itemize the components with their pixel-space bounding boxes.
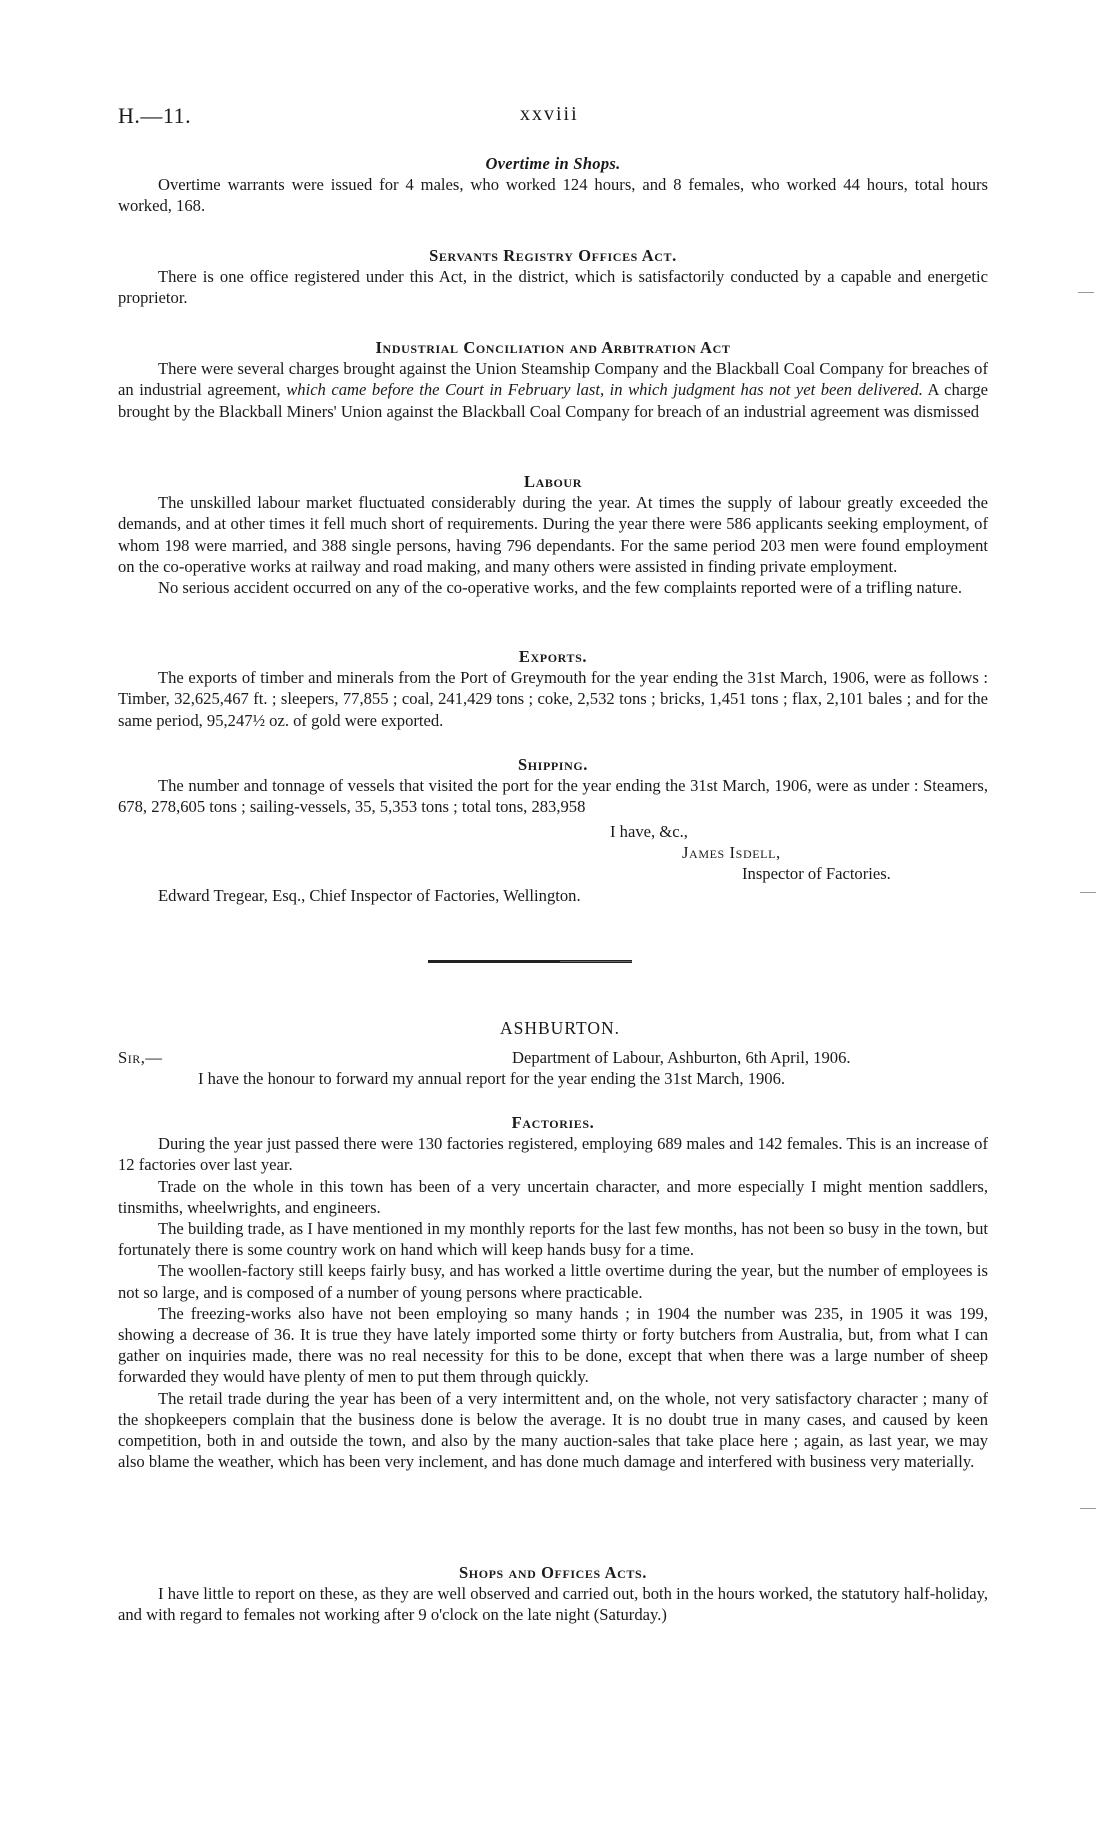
margin-mark [1080,1508,1096,1509]
salutation: Sir,— [118,1048,163,1067]
section-heading: Shops and Offices Acts. [458,1563,647,1582]
paragraph: The retail trade during the year has been of a very intermittent and, on the whole, not very satisfactory character ; many of the shopkeepers complain that the business done is below the average. It is no doubt true in many cases, and caused by keen competition, both in and outside the town, and also by the many auction-sales that take place here ; again, as last year, we may also blame the weather, which has been very inclement, and has done much damage and interfered with business very materially. [118,1388,988,1472]
section-heading: Shipping. [517,755,589,774]
section-heading: Overtime in Shops. [485,154,621,173]
dateline: Department of Labour, Ashburton, 6th April, 1906. [512,1048,851,1067]
paragraph: The exports of timber and minerals from the Port of Greymouth for the year ending the 31st March, 1906, were as follows : Timber, 32,625,467 ft. ; sleepers, 77,855 ; coal, 241,429 tons ; coke, 2,532 tons ; bricks, 1,451 tons ; flax, 2,101 bales ; and for the same period, 95,247½ oz. of gold were exported. [118,668,988,730]
closing-line: I have, &c., [610,822,688,841]
district-title: ASHBURTON. [500,1018,620,1038]
paragraph: The building trade, as I have mentioned in my monthly reports for the last few months, has not been so busy in the town, but fortunately there is some country work on hand which will keep hands busy for a time. [118,1219,988,1260]
paragraph: The number and tonnage of vessels that visited the port for the year ending the 31st March, 1906, were as under : Steamers, 678, 278,605 tons ; sailing-vessels, 35, 5,353 tons ; total tons, 283,958 [118,776,988,817]
paragraph: There is one office registered under this Act, in the district, which is satisfactorily conducted by a capable and energetic proprietor. [118,267,988,308]
section-industrial-conciliation [118,337,988,422]
section-shipping [118,754,988,818]
paragraph: The unskilled labour market fluctuated considerably during the year. At times the supply of labour greatly exceeded the demands, and at other times it fell much short of requirements. During the year there were 586 applicants seeking employment, of whom 198 were married, and 388 single persons, having 796 dependants. For the same period 203 men were found employment on the co-operative works at railway and road making, and many others were assisted in finding private employment. [118,493,988,576]
margin-mark [1080,892,1096,893]
section-servants-registry [118,245,988,309]
addressee-line: Edward Tregear, Esq., Chief Inspector of Factories, Wellington. [158,886,581,905]
paragraph-text: There were several charges brought against the Union Steamship Company and the Blackball Coal Company for breaches of an industrial agreement, [118,359,988,400]
section-heading: Factories. [511,1113,595,1132]
paragraph: Overtime warrants were issued for 4 males, who worked 124 hours, and 8 females, who worked 44 hours, total hours worked, 168. [118,175,988,216]
section-exports [118,646,988,731]
section-heading: Industrial Conciliation and Arbitration Act [375,338,731,357]
paragraph: The freezing-works also have not been employing so many hands ; in 1904 the number was 235, in 1905 it was 199, showing a decrease of 36. It is true they have lately imported some thirty or forty butchers from Australia, but, from what I can gather on inquiries made, there was no real necessity for this to be done, except that when there was a large number of sheep forwarded they would have plenty of men to put them through quickly. [118,1303,988,1387]
paragraph: I have little to report on these, as they are well observed and carried out, both in the hours worked, the statutory half-holiday, and with regard to females not working after 9 o'clock on the late night (Saturday.) [118,1584,988,1625]
section-labour [118,471,988,598]
paragraph: The woollen-factory still keeps fairly busy, and has worked a little overtime during the year, but the number of employees is not so large, and is composed of a number of young persons where practicable. [118,1261,988,1302]
section-shops-offices [118,1562,988,1626]
paragraph-text: A charge brought by the Blackball Miners' Union against the Blackball Coal Company for breach of an industrial agreement was dismissed [118,380,989,421]
paragraph: No serious accident occurred on any of the co-operative works, and the few complaints reported were of a trifling nature. [158,578,963,598]
page-reference: H.—11. [118,103,192,128]
paragraph: During the year just passed there were 130 factories registered, employing 689 males and 142 females. This is an increase of 12 factories over last year. [118,1134,988,1175]
section-overtime [118,153,988,217]
section-heading: Servants Registry Offices Act. [429,246,677,265]
signatory-role: Inspector of Factories. [742,864,891,883]
section-divider-tail [560,961,632,962]
margin-mark [1078,292,1094,293]
intro-line: I have the honour to forward my annual report for the year ending the 31st March, 1906. [198,1069,786,1088]
section-heading: Exports. [518,647,588,666]
page-number: xxviii [520,103,579,125]
paragraph-italic-text: which came before the Court in February last, in which judgment has not yet been delivered. [286,380,923,400]
section-factories [118,1112,988,1472]
signatory-name: James Isdell, [682,843,781,862]
paragraph [118,358,988,422]
paragraph: Trade on the whole in this town has been of a very uncertain character, and more especially I might mention saddlers, tinsmiths, wheelwrights, and engineers. [118,1176,988,1217]
section-heading: Labour [524,472,582,491]
